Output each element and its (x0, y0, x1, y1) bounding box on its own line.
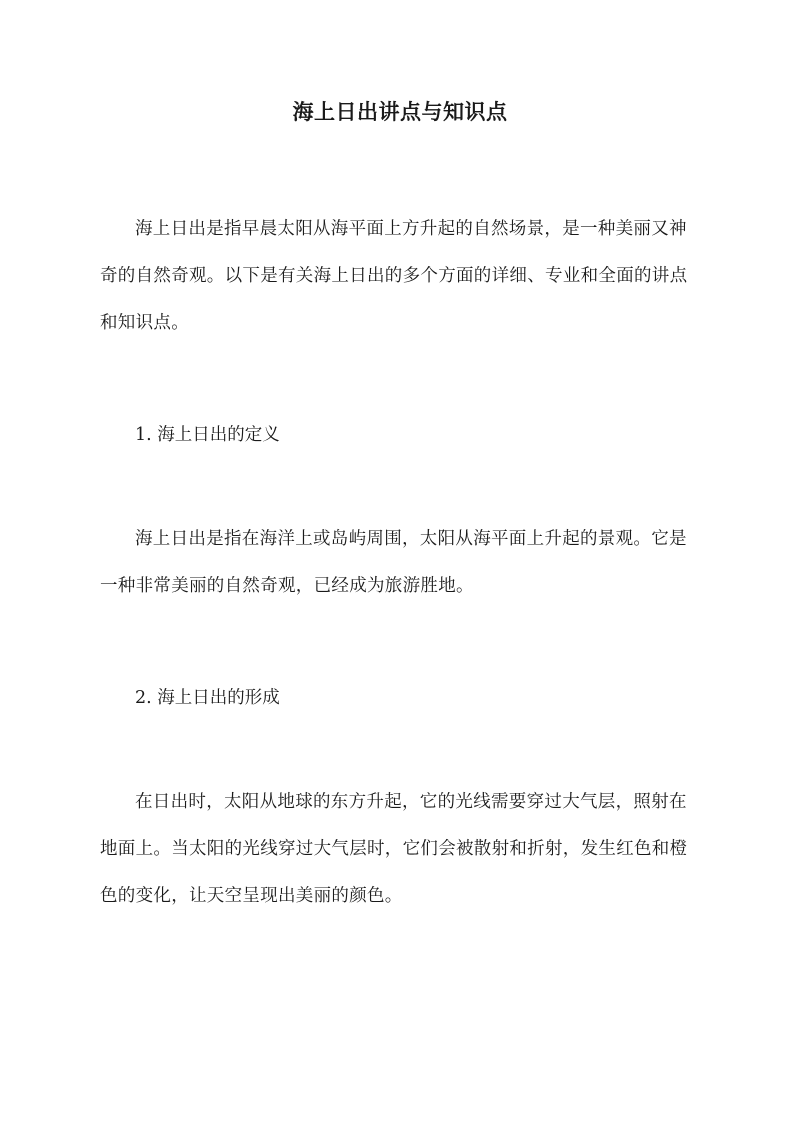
section-body-definition: 海上日出是指在海洋上或岛屿周围，太阳从海平面上升起的景观。它是一种非常美丽的自然奇观，已经成为旅游胜地。 (100, 529, 687, 596)
section-heading-formation: 2. 海上日出的形成 (135, 688, 280, 708)
section-heading-definition: 1. 海上日出的定义 (135, 425, 280, 445)
document-title: 海上日出讲点与知识点 (292, 99, 508, 124)
section-body-formation: 在日出时，太阳从地球的东方升起，它的光线需要穿过大气层，照射在地面上。当太阳的光线穿过大气层时，它们会被散射和折射，发生红色和橙色的变化，让天空呈现出美丽的颜色。 (100, 792, 688, 906)
intro-paragraph: 海上日出是指早晨太阳从海平面上方升起的自然场景，是一种美丽又神奇的自然奇观。以下是有关海上日出的多个方面的详细、专业和全面的讲点和知识点。 (100, 219, 688, 333)
